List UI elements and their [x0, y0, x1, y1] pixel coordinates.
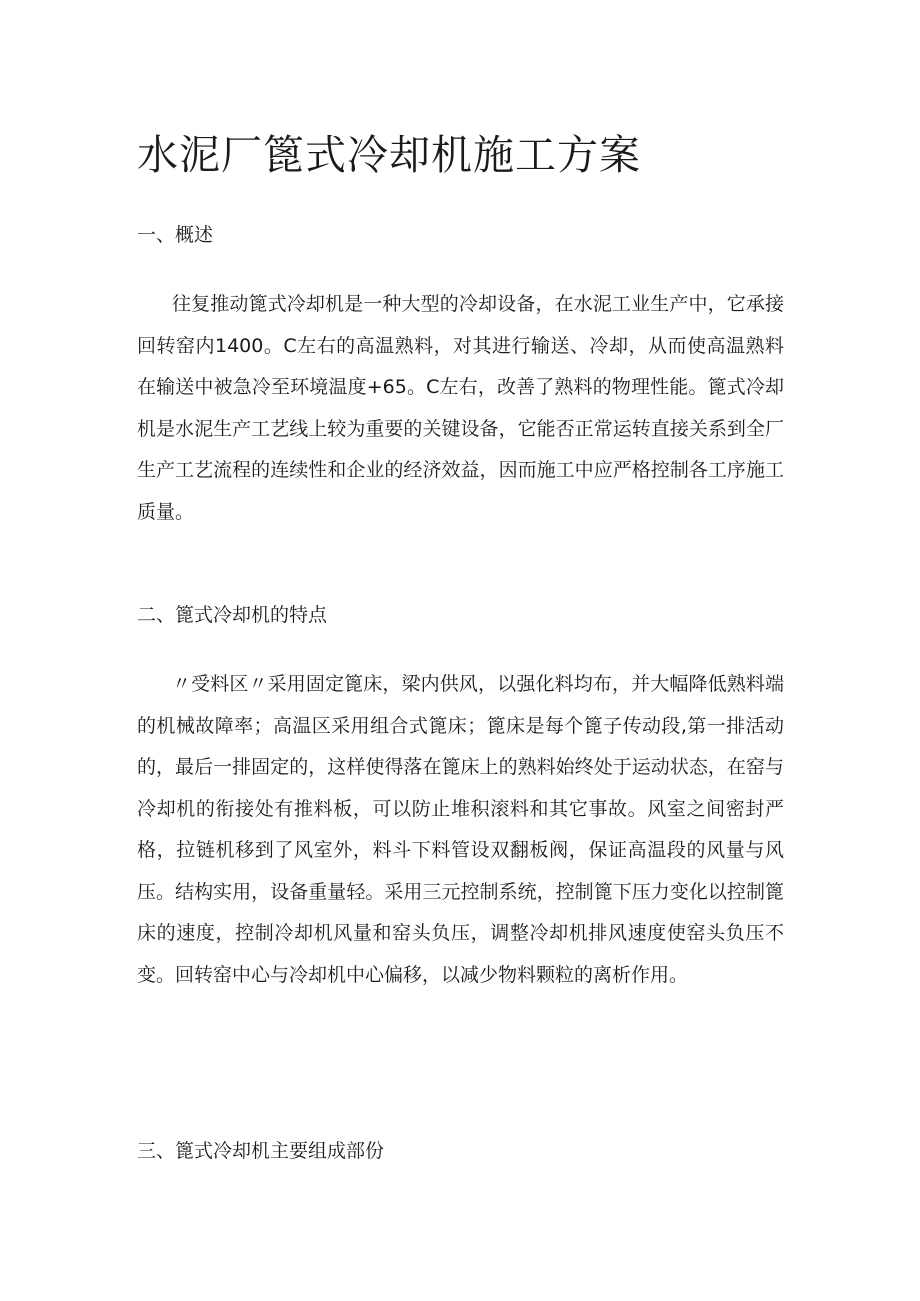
- document-title: 水泥厂篦式冷却机施工方案: [137, 131, 641, 179]
- section-heading-components: 三、篦式冷却机主要组成部份: [137, 1140, 385, 1162]
- section-heading-overview: 一、概述: [137, 224, 214, 246]
- paragraph-overview: 往复推动篦式冷却机是一种大型的冷却设备，在水泥工业生产中，它承接回转窑内1400。C左右的高温熟料，对其进行输送、冷却，从而使高温熟料在输送中被急冷至环境温度+65。C左右，改善了熟料的物理性能。篦式冷却机是水泥生产工艺线上较为重要的关键设备，它能否正常运转直接关系到全厂生产工艺流程的连续性和企业的经济效益，因而施工中应严格控制各工序施工质量。: [137, 293, 784, 523]
- paragraph-features: 〃受料区〃采用固定篦床，梁内供风，以强化料均布，并大幅降低熟料端的机械故障率；高温区采用组合式篦床；篦床是每个篦子传动段,第一排活动的，最后一排固定的，这样使得落在篦床上的熟料始终处于运动状态，在窑与冷却机的衔接处有推料板，可以防止堆积滚料和其它事故。风室之间密封严格，拉链机移到了风室外，料斗下料管设双翻板阀，保证高温段的风量与风压。结构实用，设备重量轻。采用三元控制系统，控制篦下压力变化以控制篦床的速度，控制冷却机风量和窑头负压，调整冷却机排风速度使窑头负压不变。回转窑中心与冷却机中心偏移，以减少物料颗粒的离析作用。: [137, 673, 784, 986]
- section-heading-features: 二、篦式冷却机的特点: [137, 604, 328, 626]
